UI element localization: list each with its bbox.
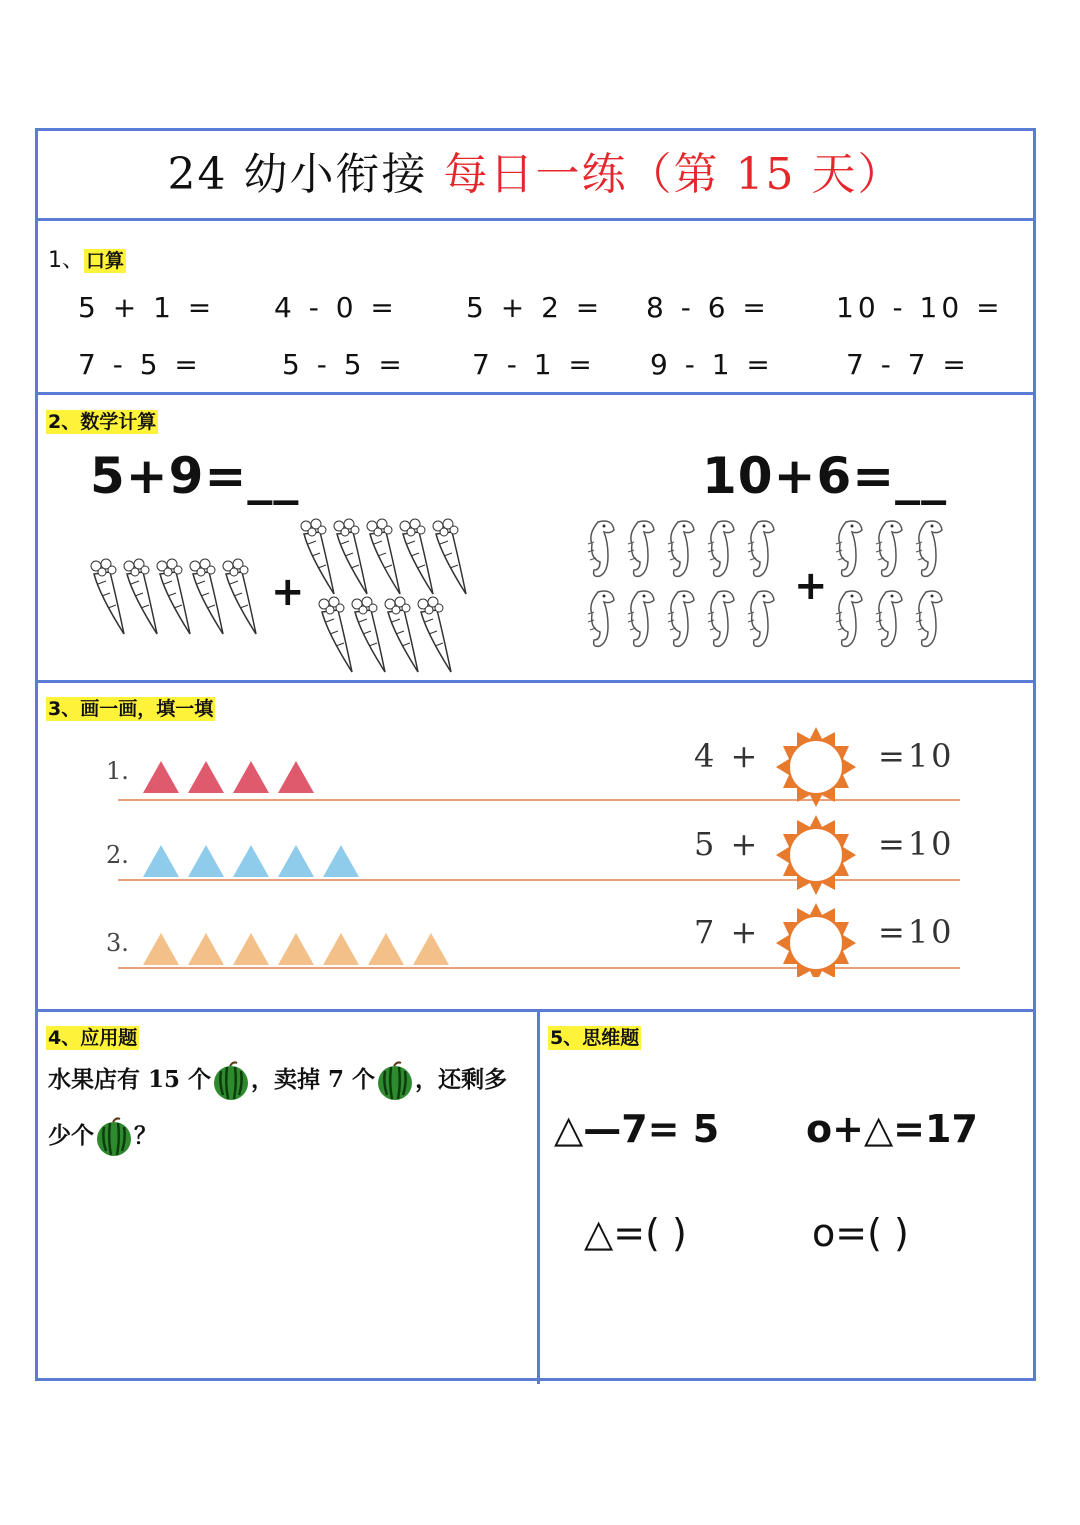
triangle-icon: [278, 761, 314, 793]
problem-text: ，卖掉 7 个: [251, 1066, 376, 1093]
watermelon-icon: [96, 1117, 132, 1157]
row-number: 2.: [106, 841, 129, 869]
sec1-num: 1、: [48, 248, 84, 273]
divider: [38, 392, 1033, 395]
sec4-label: [46, 1023, 139, 1050]
divider: [38, 218, 1033, 221]
triangle-icon: [323, 845, 359, 877]
left-big-equation: 5+9=__: [90, 447, 300, 505]
right-big-equation: 10+6=__: [702, 447, 948, 505]
sec5-label: [548, 1023, 641, 1050]
triangle-icon: [188, 933, 224, 965]
triangle-icon: [413, 933, 449, 965]
oral-eq: 5 + 1 =: [78, 291, 216, 324]
draw-left: 4 +: [694, 737, 761, 775]
draw-right: =10: [878, 825, 955, 863]
watermelon-icon: [213, 1061, 249, 1101]
draw-right: =10: [878, 913, 955, 951]
page-title: [38, 131, 1033, 218]
oral-eq: 4 - 0 =: [274, 291, 398, 324]
oral-eq: 8 - 6 =: [646, 291, 770, 324]
word-problem-line2: [48, 1117, 157, 1157]
divider: [38, 1009, 1033, 1012]
triangle-row: [143, 845, 368, 879]
watermelon-icon: [377, 1061, 413, 1101]
oral-eq: 7 - 7 =: [846, 348, 970, 381]
triangle-icon: [233, 761, 269, 793]
sec2-label: [46, 407, 158, 434]
title-black: 24 幼小衔接: [167, 149, 428, 200]
think-eq1: △—7= 5: [554, 1107, 720, 1151]
think-ans2: o=( ): [812, 1211, 909, 1255]
sun-icon: [776, 903, 856, 977]
title-red: 每日一练（第 15 天）: [443, 149, 904, 200]
triangle-row: [143, 761, 323, 795]
oral-eq: 10 - 10 =: [836, 291, 1004, 324]
problem-text: ，还剩多: [415, 1066, 508, 1093]
sec2-title: 2、数学计算: [48, 411, 157, 433]
sec5-title: 5、思维题: [550, 1027, 640, 1049]
draw-right: =10: [878, 737, 955, 775]
oral-eq: 5 + 2 =: [466, 291, 604, 324]
triangle-icon: [143, 761, 179, 793]
triangle-icon: [233, 845, 269, 877]
triangle-icon: [143, 845, 179, 877]
divider-vertical: [537, 1009, 540, 1384]
row-number: 1.: [106, 757, 129, 785]
sec3-title: 3、画一画，填一填: [48, 698, 214, 720]
row-number: 3.: [106, 929, 129, 957]
problem-text: 少个: [48, 1122, 94, 1149]
sec3-label: [46, 694, 215, 721]
draw-left: 7 +: [694, 913, 761, 951]
think-ans1: △=( ): [584, 1211, 687, 1255]
triangle-icon: [323, 933, 359, 965]
triangle-icon: [368, 933, 404, 965]
triangle-icon: [188, 845, 224, 877]
sec4-title: 4、应用题: [48, 1027, 138, 1049]
triangle-icon: [188, 761, 224, 793]
sun-icon: [776, 727, 856, 807]
triangle-icon: [278, 933, 314, 965]
problem-text: 水果店有 15 个: [48, 1066, 212, 1093]
oral-eq: 7 - 1 =: [472, 348, 596, 381]
oral-eq: 5 - 5 =: [282, 348, 406, 381]
oral-eq: 9 - 1 =: [650, 348, 774, 381]
think-eq2: o+△=17: [806, 1107, 978, 1151]
oral-eq: 7 - 5 =: [78, 348, 202, 381]
draw-left: 5 +: [694, 825, 761, 863]
sun-group: [773, 727, 859, 977]
sun-icon: [776, 815, 856, 895]
word-problem-line1: [48, 1061, 507, 1101]
triangle-icon: [143, 933, 179, 965]
plus-sign: +: [794, 563, 828, 609]
sec1-title: 口算: [86, 250, 125, 272]
triangle-icon: [233, 933, 269, 965]
plus-sign: +: [271, 569, 305, 615]
problem-text: ？: [134, 1122, 157, 1149]
seahorse-group-icon: [578, 516, 958, 666]
divider: [38, 680, 1033, 683]
triangle-icon: [278, 845, 314, 877]
worksheet: [35, 128, 1036, 1381]
triangle-row: [143, 933, 458, 967]
sec1-label: [48, 243, 126, 274]
